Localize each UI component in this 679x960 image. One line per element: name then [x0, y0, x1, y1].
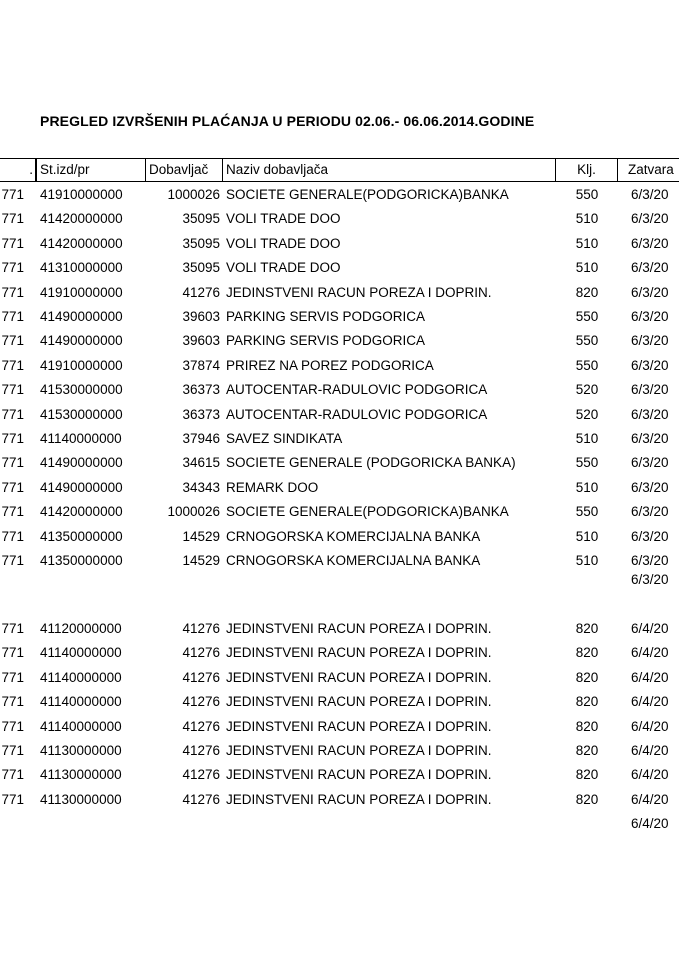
cell-dobavljac: 37874: [182, 357, 220, 373]
cell-prefix: 771: [1, 791, 24, 807]
cell-st-izd: 41310000000: [40, 260, 123, 276]
table-row: [0, 617, 679, 641]
cell-prefix: 771: [1, 309, 24, 324]
header-st-izd: St.izd/pr: [36, 158, 146, 182]
table-row: [0, 690, 679, 714]
cell-dobavljac: 41276: [182, 621, 220, 636]
cell-kljuc: 510: [575, 431, 599, 446]
cell-zatvara: 6/4/20: [631, 645, 669, 661]
cell-dobavljac: 35095: [182, 235, 220, 251]
group-1-total-date: 6/3/20: [631, 572, 669, 587]
cell-st-izd: 41140000000: [40, 694, 122, 710]
cell-naziv: VOLI TRADE DOO: [226, 211, 341, 227]
cell-naziv: JEDINSTVENI RACUN POREZA I DOPRIN.: [226, 767, 492, 783]
cell-zatvara: 6/3/20: [631, 284, 669, 300]
table-row: [0, 305, 679, 329]
cell-zatvara: 6/3/20: [631, 553, 669, 568]
cell-zatvara: 6/3/20: [631, 187, 669, 202]
table-row: [0, 281, 679, 305]
cell-naziv: PRIREZ NA POREZ PODGORICA: [226, 357, 434, 373]
table-row: [0, 739, 679, 763]
cell-dobavljac: 39603: [182, 309, 220, 324]
header-kljuc: Klj.: [555, 158, 618, 182]
cell-kljuc: 820: [575, 621, 599, 636]
cell-dobavljac: 36373: [182, 382, 220, 398]
cell-naziv: JEDINSTVENI RACUN POREZA I DOPRIN.: [226, 621, 492, 636]
cell-zatvara: 6/4/20: [631, 669, 669, 685]
cell-prefix: 771: [1, 455, 24, 471]
cell-prefix: 771: [1, 694, 24, 710]
cell-zatvara: 6/4/20: [631, 694, 669, 710]
cell-prefix: 771: [1, 645, 24, 661]
cell-naziv: PARKING SERVIS PODGORICA: [226, 333, 426, 349]
cell-naziv: VOLI TRADE DOO: [226, 235, 341, 251]
cell-naziv: SOCIETE GENERALE(PODGORICKA)BANKA: [226, 504, 509, 520]
cell-dobavljac: 35095: [182, 211, 220, 227]
cell-zatvara: 6/3/20: [631, 235, 669, 251]
cell-naziv: SOCIETE GENERALE (PODGORICKA BANKA): [226, 455, 516, 471]
cell-st-izd: 41490000000: [40, 333, 123, 349]
cell-st-izd: 41910000000: [40, 357, 123, 373]
cell-kljuc: 820: [575, 791, 599, 807]
cell-prefix: 771: [1, 406, 24, 422]
cell-zatvara: 6/3/20: [631, 211, 669, 227]
cell-st-izd: 41420000000: [40, 235, 123, 251]
table-row: [0, 183, 679, 207]
table-row: [0, 256, 679, 280]
cell-zatvara: 6/4/20: [631, 621, 669, 636]
cell-prefix: 771: [1, 553, 24, 568]
cell-st-izd: 41140000000: [40, 718, 122, 734]
table-row: [0, 666, 679, 690]
cell-naziv: VOLI TRADE DOO: [226, 260, 341, 276]
cell-naziv: AUTOCENTAR-RADULOVIC PODGORICA: [226, 406, 488, 422]
cell-kljuc: 820: [575, 767, 599, 783]
cell-kljuc: 550: [575, 504, 599, 520]
cell-dobavljac: 41276: [182, 718, 220, 734]
cell-st-izd: 41530000000: [40, 406, 123, 422]
cell-st-izd: 41530000000: [40, 382, 123, 398]
cell-kljuc: 510: [575, 211, 599, 227]
table-row: [0, 476, 679, 500]
cell-st-izd: 41130000000: [40, 743, 122, 758]
cell-dobavljac: 1000026: [167, 187, 220, 202]
cell-prefix: 771: [1, 235, 24, 251]
cell-zatvara: 6/4/20: [631, 791, 669, 807]
table-row: [0, 403, 679, 427]
table-row: [0, 427, 679, 451]
group-2-total-date: 6/4/20: [631, 816, 669, 831]
table-row: [0, 715, 679, 739]
cell-st-izd: 41910000000: [40, 187, 123, 202]
cell-st-izd: 41140000000: [40, 431, 122, 446]
cell-naziv: CRNOGORSKA KOMERCIJALNA BANKA: [226, 553, 481, 568]
group-2-total: [0, 812, 679, 836]
cell-zatvara: 6/3/20: [631, 382, 669, 398]
cell-prefix: 771: [1, 211, 24, 227]
cell-zatvara: 6/3/20: [631, 333, 669, 349]
cell-prefix: 771: [1, 621, 24, 636]
table-row: [0, 451, 679, 475]
cell-naziv: SOCIETE GENERALE(PODGORICKA)BANKA: [226, 187, 509, 202]
cell-kljuc: 820: [575, 718, 599, 734]
header-naziv: Naziv dobavljača: [222, 158, 556, 182]
cell-prefix: 771: [1, 260, 24, 276]
cell-st-izd: 41130000000: [40, 791, 122, 807]
cell-dobavljac: 34343: [182, 479, 220, 495]
header-dobavljac: Dobavljač: [145, 158, 223, 182]
cell-zatvara: 6/4/20: [631, 718, 669, 734]
cell-kljuc: 510: [575, 235, 599, 251]
cell-dobavljac: 34615: [182, 455, 220, 471]
table-row: [0, 354, 679, 378]
cell-prefix: 771: [1, 187, 24, 202]
cell-st-izd: 41420000000: [40, 504, 123, 520]
cell-kljuc: 820: [575, 669, 599, 685]
cell-st-izd: 41140000000: [40, 645, 122, 661]
cell-prefix: 771: [1, 284, 24, 300]
cell-dobavljac: 39603: [182, 333, 220, 349]
cell-prefix: 771: [1, 718, 24, 734]
cell-naziv: JEDINSTVENI RACUN POREZA I DOPRIN.: [226, 694, 492, 710]
cell-kljuc: 520: [575, 382, 599, 398]
cell-prefix: 771: [1, 479, 24, 495]
cell-dobavljac: 41276: [182, 743, 220, 758]
cell-zatvara: 6/3/20: [631, 357, 669, 373]
cell-st-izd: 41350000000: [40, 528, 123, 544]
cell-prefix: 771: [1, 431, 24, 446]
header-pre: .: [0, 158, 36, 182]
table-row: [0, 641, 679, 665]
cell-naziv: JEDINSTVENI RACUN POREZA I DOPRIN.: [226, 645, 492, 661]
cell-dobavljac: 1000026: [167, 504, 220, 520]
cell-kljuc: 820: [575, 743, 599, 758]
cell-zatvara: 6/3/20: [631, 455, 669, 471]
cell-zatvara: 6/3/20: [631, 504, 669, 520]
table-row: [0, 788, 679, 812]
cell-st-izd: 41130000000: [40, 767, 122, 783]
cell-naziv: CRNOGORSKA KOMERCIJALNA BANKA: [226, 528, 481, 544]
header-zatvara: Zatvara: [617, 158, 679, 182]
cell-naziv: JEDINSTVENI RACUN POREZA I DOPRIN.: [226, 669, 492, 685]
cell-zatvara: 6/4/20: [631, 767, 669, 783]
cell-prefix: 771: [1, 333, 24, 349]
cell-dobavljac: 41276: [182, 645, 220, 661]
cell-dobavljac: 41276: [182, 284, 220, 300]
cell-kljuc: 510: [575, 553, 599, 568]
cell-dobavljac: 14529: [182, 528, 220, 544]
cell-kljuc: 550: [575, 187, 599, 202]
cell-kljuc: 550: [575, 357, 599, 373]
cell-kljuc: 820: [575, 645, 599, 661]
cell-st-izd: 41490000000: [40, 309, 123, 324]
cell-kljuc: 510: [575, 528, 599, 544]
cell-zatvara: 6/3/20: [631, 431, 669, 446]
cell-naziv: JEDINSTVENI RACUN POREZA I DOPRIN.: [226, 791, 492, 807]
cell-kljuc: 550: [575, 333, 599, 349]
cell-st-izd: 41490000000: [40, 479, 123, 495]
cell-dobavljac: 41276: [182, 669, 220, 685]
cell-zatvara: 6/3/20: [631, 260, 669, 276]
cell-naziv: JEDINSTVENI RACUN POREZA I DOPRIN.: [226, 743, 492, 758]
cell-prefix: 771: [1, 382, 24, 398]
cell-kljuc: 520: [575, 406, 599, 422]
cell-dobavljac: 36373: [182, 406, 220, 422]
cell-naziv: JEDINSTVENI RACUN POREZA I DOPRIN.: [226, 718, 492, 734]
cell-st-izd: 41420000000: [40, 211, 123, 227]
cell-dobavljac: 37946: [182, 431, 220, 446]
table-row: [0, 763, 679, 787]
table-row: [0, 378, 679, 402]
cell-prefix: 771: [1, 669, 24, 685]
cell-kljuc: 510: [575, 479, 599, 495]
cell-naziv: REMARK DOO: [226, 479, 319, 495]
table-row: [0, 232, 679, 256]
cell-prefix: 771: [1, 528, 24, 544]
table-row: [0, 500, 679, 524]
cell-naziv: JEDINSTVENI RACUN POREZA I DOPRIN.: [226, 284, 492, 300]
cell-prefix: 771: [1, 767, 24, 783]
cell-naziv: PARKING SERVIS PODGORICA: [226, 309, 426, 324]
cell-zatvara: 6/3/20: [631, 479, 669, 495]
cell-dobavljac: 35095: [182, 260, 220, 276]
cell-dobavljac: 41276: [182, 791, 220, 807]
table-row: [0, 207, 679, 231]
cell-prefix: 771: [1, 504, 24, 520]
cell-kljuc: 820: [575, 284, 599, 300]
cell-kljuc: 510: [575, 260, 599, 276]
cell-st-izd: 41490000000: [40, 455, 123, 471]
report-title: PREGLED IZVRŠENIH PLAĆANJA U PERIODU 02.06.- 06.06.2014.GODINE: [40, 113, 535, 129]
cell-prefix: 771: [1, 743, 24, 758]
table-row: [0, 525, 679, 549]
cell-naziv: AUTOCENTAR-RADULOVIC PODGORICA: [226, 382, 488, 398]
cell-zatvara: 6/3/20: [631, 528, 669, 544]
cell-st-izd: 41350000000: [40, 553, 123, 568]
cell-dobavljac: 41276: [182, 694, 220, 710]
cell-zatvara: 6/4/20: [631, 743, 669, 758]
cell-prefix: 771: [1, 357, 24, 373]
cell-zatvara: 6/3/20: [631, 309, 669, 324]
cell-zatvara: 6/3/20: [631, 406, 669, 422]
cell-naziv: SAVEZ SINDIKATA: [226, 431, 343, 446]
cell-dobavljac: 41276: [182, 767, 220, 783]
cell-kljuc: 820: [575, 694, 599, 710]
cell-st-izd: 41910000000: [40, 284, 123, 300]
cell-kljuc: 550: [575, 455, 599, 471]
group-1-total: [0, 568, 679, 592]
cell-st-izd: 41140000000: [40, 669, 122, 685]
cell-st-izd: 41120000000: [40, 621, 122, 636]
table-row: [0, 329, 679, 353]
cell-dobavljac: 14529: [182, 553, 220, 568]
cell-kljuc: 550: [575, 309, 599, 324]
